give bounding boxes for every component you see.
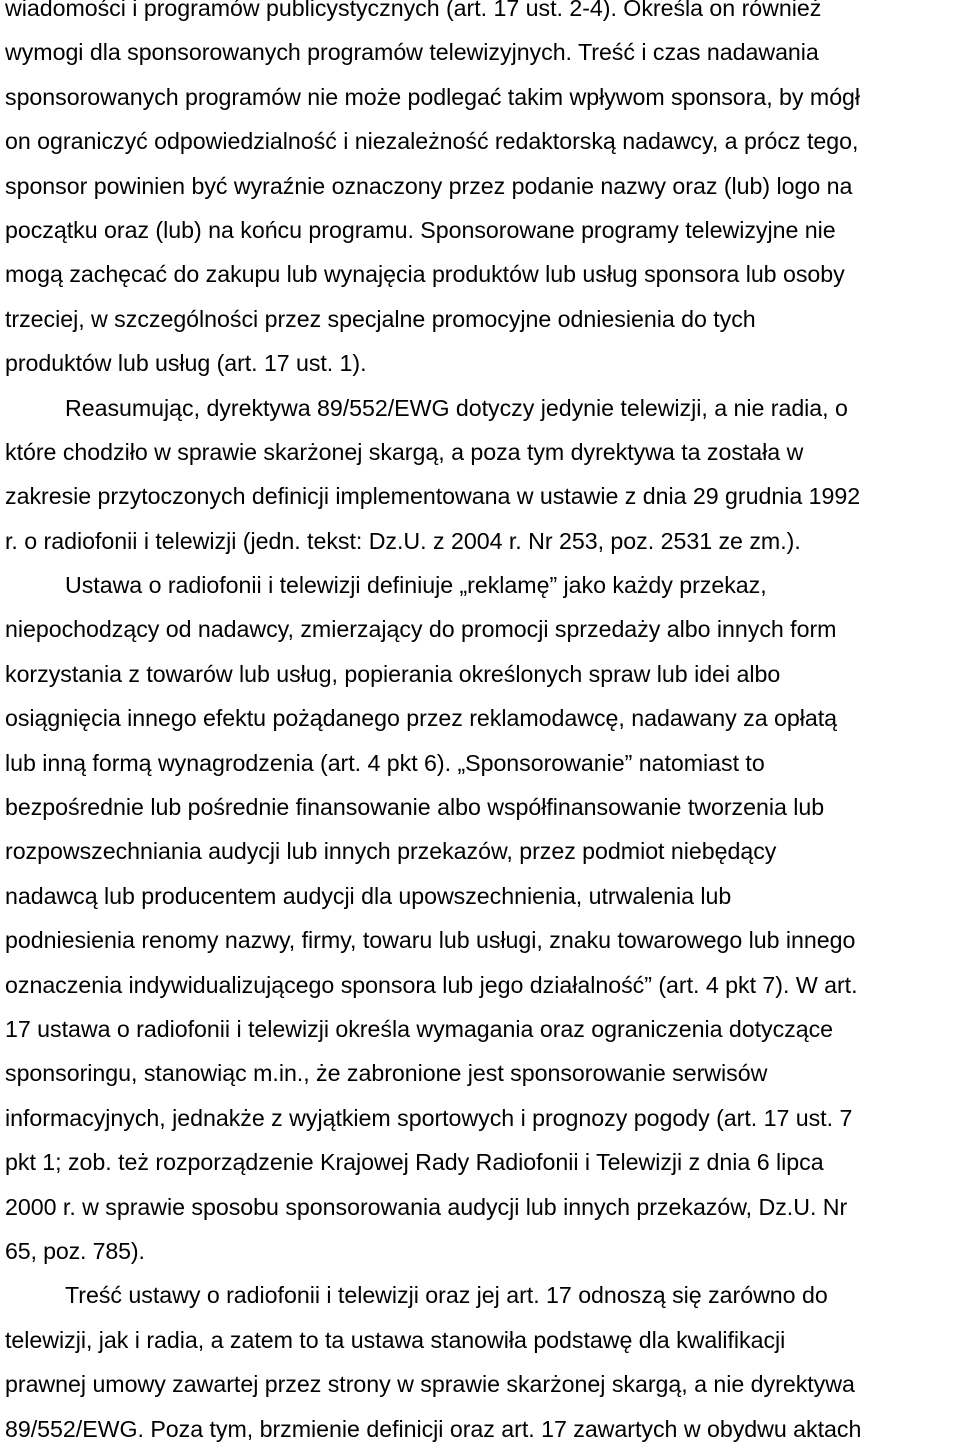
text-line: sponsor powinien być wyraźnie oznaczony przez podanie nazwy oraz (lub) logo na <box>5 172 853 199</box>
text-line: 65, poz. 785). <box>5 1237 145 1264</box>
text-line: mogą zachęcać do zakupu lub wynajęcia produktów lub usług sponsora lub osoby <box>5 261 845 288</box>
text-line: początku oraz (lub) na końcu programu. Sponsorowane programy telewizyjne nie <box>5 216 836 243</box>
text-line: on ograniczyć odpowiedzialność i niezależność redaktorską nadawcy, a prócz tego, <box>5 128 859 155</box>
text-line: które chodziło w sprawie skarżonej skargą, a poza tym dyrektywa ta została w <box>5 438 804 465</box>
text-line: podniesienia renomy nazwy, firmy, towaru lub usługi, znaku towarowego lub innego <box>5 927 856 954</box>
text-line: 17 ustawa o radiofonii i telewizji określa wymagania oraz ograniczenia dotyczące <box>5 1015 834 1042</box>
text-line: bezpośrednie lub pośrednie finansowanie albo współfinansowanie tworzenia lub <box>5 794 825 821</box>
text-line: pkt 1; zob. też rozporządzenie Krajowej Rady Radiofonii i Telewizji z dnia 6 lipca <box>5 1149 824 1176</box>
text-line: sponsoringu, stanowiąc m.in., że zabronione jest sponsorowanie serwisów <box>5 1060 768 1087</box>
text-line: osiągnięcia innego efektu pożądanego przez reklamodawcę, nadawany za opłatą <box>5 705 838 732</box>
text-line: Reasumując, dyrektywa 89/552/EWG dotyczy jedynie telewizji, a nie radia, o <box>65 394 848 421</box>
text-line: korzystania z towarów lub usług, popierania określonych spraw lub idei albo <box>5 660 781 687</box>
text-line: nadawcą lub producentem audycji dla upowszechnienia, utrwalenia lub <box>5 882 732 909</box>
text-line: wymogi dla sponsorowanych programów telewizyjnych. Treść i czas nadawania <box>5 39 819 66</box>
text-line: produktów lub usług (art. 17 ust. 1). <box>5 350 367 377</box>
text-line: r. o radiofonii i telewizji (jedn. tekst: Dz.U. z 2004 r. Nr 253, poz. 2531 ze zm.). <box>5 527 801 554</box>
text-line: 2000 r. w sprawie sposobu sponsorowania audycji lub innych przekazów, Dz.U. Nr <box>5 1193 848 1220</box>
text-line: zakresie przytoczonych definicji implementowana w ustawie z dnia 29 grudnia 1992 <box>5 483 861 510</box>
text-line: prawnej umowy zawartej przez strony w sprawie skarżonej skargą, a nie dyrektywa <box>5 1371 855 1398</box>
text-line: telewizji, jak i radia, a zatem to ta ustawa stanowiła podstawę dla kwalifikacji <box>5 1326 786 1353</box>
text-line: sponsorowanych programów nie może podlegać takim wpływom sponsora, by mógł <box>5 83 861 110</box>
text-line: wiadomości i programów publicystycznych (art. 17 ust. 2-4). Określa on również <box>5 0 822 21</box>
text-line: Ustawa o radiofonii i telewizji definiuje „reklamę” jako każdy przekaz, <box>65 572 767 599</box>
text-line: 89/552/EWG. Poza tym, brzmienie definicji oraz art. 17 zawartych w obydwu aktach <box>5 1415 862 1442</box>
text-line: oznaczenia indywidualizującego sponsora lub jego działalność” (art. 4 pkt 7). W art. <box>5 971 858 998</box>
text-line: Treść ustawy o radiofonii i telewizji oraz jej art. 17 odnoszą się zarówno do <box>65 1282 828 1309</box>
document-body <box>5 0 960 1451</box>
text-line: informacyjnych, jednakże z wyjątkiem sportowych i prognozy pogody (art. 17 ust. 7 <box>5 1104 853 1131</box>
text-line: rozpowszechniania audycji lub innych przekazów, przez podmiot niebędący <box>5 838 777 865</box>
text-line: lub inną formą wynagrodzenia (art. 4 pkt 6). „Sponsorowanie” natomiast to <box>5 749 765 776</box>
text-line: niepochodzący od nadawcy, zmierzający do promocji sprzedaży albo innych form <box>5 616 837 643</box>
text-line: trzeciej, w szczególności przez specjalne promocyjne odniesienia do tych <box>5 305 756 332</box>
